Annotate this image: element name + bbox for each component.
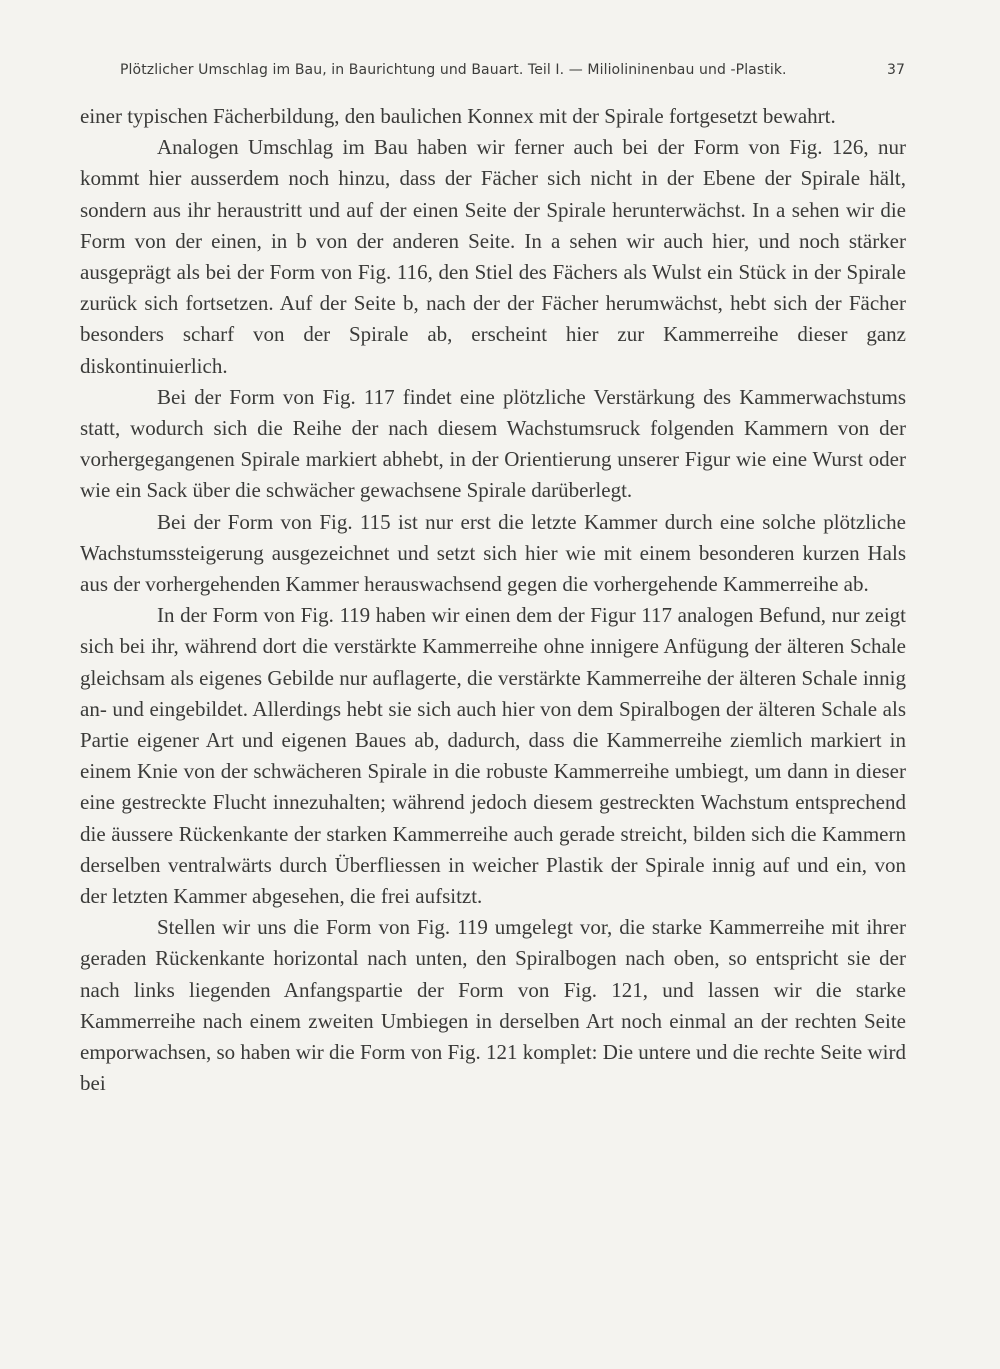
paragraph: Analogen Umschlag im Bau haben wir ferner auch bei der Form von Fig. 126, nur kommt hier ausserdem noch hinzu, dass der Fächer sich nicht in der Ebene der Spirale hält, sondern aus ihr heraustritt und auf der einen Seite der Spirale herunterwächst. In a sehen wir die Form von der einen, in b von der anderen Seite. In a sehen wir auch hier, und noch stärker ausgeprägt als bei der Form von Fig. 116, den Stiel des Fächers als Wulst ein Stück in der Spirale zurück sich fortsetzen. Auf der Seite b, nach der der Fächer herumwächst, hebt sich der Fächer besonders scharf von der Spirale ab, erscheint hier zur Kammerreihe dieser ganz diskontinuierlich. xyxy=(80,135,906,378)
paragraph: einer typischen Fächerbildung, den baulichen Konnex mit der Spirale fortgesetzt bewahrt. xyxy=(80,104,836,128)
paragraph: Bei der Form von Fig. 117 findet eine plötzliche Verstärkung des Kammerwachstums statt, wodurch sich die Reihe der nach diesem Wachstumsruck folgenden Kammern von der vorhergegangenen Spirale markiert abhebt, in der Orientierung unserer Figur wie eine Wurst oder wie ein Sack über die schwächer gewachsene Spirale darüberlegt. xyxy=(80,384,906,503)
paragraph: Stellen wir uns die Form von Fig. 119 umgelegt vor, die starke Kammerreihe mit ihrer geraden Rückenkante horizontal nach unten, den Spiralbogen nach oben, so entspricht sie der nach links liegenden Anfangspartie der Form von Fig. 121, und lassen wir die starke Kammerreihe nach einem zweiten Umbiegen in derselben Art noch einmal an der rechten Seite emporwachsen, so haben wir die Form von Fig. 121 komplet: Die untere und die rechte Seite wird bei xyxy=(80,915,906,1096)
running-title: Plötzlicher Umschlag im Bau, in Baurichtung und Bauart. Teil I. — Miliolininenbau und -Plastik. xyxy=(120,62,787,78)
paragraph: Bei der Form von Fig. 115 ist nur erst die letzte Kammer durch eine solche plötzliche Wachstumssteigerung ausgezeichnet und setzt sich hier wie mit einem besonderen kurzen Hals aus der vorhergehenden Kammer herauswachsend gegen die vorhergehende Kammerreihe ab. xyxy=(80,509,906,597)
paragraph: In der Form von Fig. 119 haben wir einen dem der Figur 117 analogen Befund, nur zeigt sich bei ihr, während dort die verstärkte Kammerreihe ohne innigere Anfügung der älteren Schale gleichsam als eigenes Gebilde nur auflagerte, die verstärkte Kammerreihe der älteren Schale innig an- und eingebildet. Allerdings hebt sie sich auch hier von dem Spiralbogen der älteren Schale als Partie eigener Art und eigenen Baues ab, dadurch, dass die Kammerreihe ziemlich markiert in einem Knie von der schwächeren Spirale in die robuste Kammerreihe umbiegt, um dann in dieser eine gestreckte Flucht innezuhalten; während jedoch diesem gestreckten Wachstum entsprechend die äussere Rückenkante der starken Kammerreihe auch gerade streicht, bilden sich die Kammern derselben ventralwärts durch Überfliessen in weicher Plastik der Spirale innig auf und ein, von der letzten Kammer abgesehen, die frei aufsitzt. xyxy=(80,603,906,909)
body-text xyxy=(80,101,906,1100)
page-number: 37 xyxy=(886,62,905,78)
running-header xyxy=(120,62,905,78)
